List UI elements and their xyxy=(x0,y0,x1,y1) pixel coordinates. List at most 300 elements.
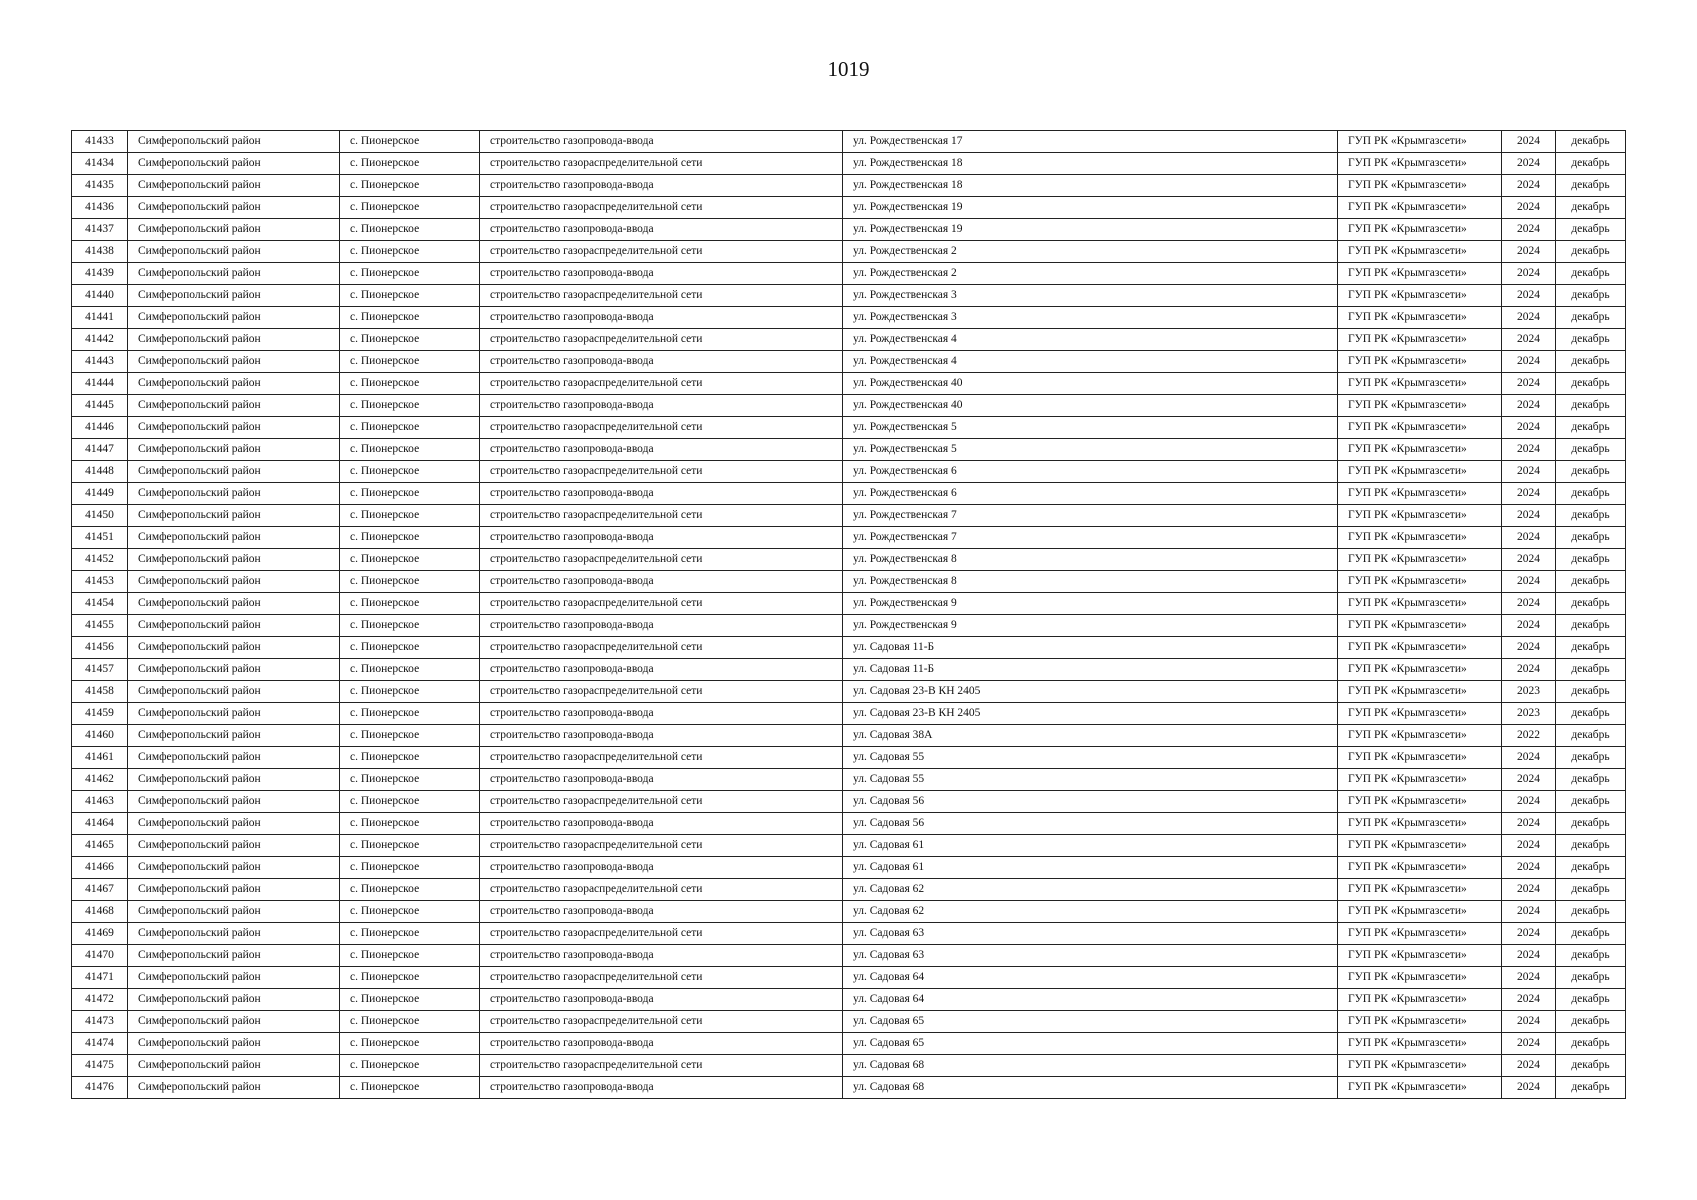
address-cell: ул. Рождественская 7 xyxy=(843,527,1338,549)
district-cell: Симферопольский район xyxy=(128,769,340,791)
work-type-cell: строительство газопровода-ввода xyxy=(480,813,843,835)
address-cell: ул. Садовая 64 xyxy=(843,989,1338,1011)
month-cell: декабрь xyxy=(1556,725,1626,747)
address-cell: ул. Рождественская 40 xyxy=(843,395,1338,417)
work-type-cell: строительство газораспределительной сети xyxy=(480,549,843,571)
month-cell: декабрь xyxy=(1556,219,1626,241)
settlement-cell: с. Пионерское xyxy=(340,175,480,197)
address-cell: ул. Садовая 62 xyxy=(843,901,1338,923)
record-number-cell: 41442 xyxy=(72,329,128,351)
organization-cell: ГУП РК «Крымгазсети» xyxy=(1338,439,1502,461)
district-cell: Симферопольский район xyxy=(128,241,340,263)
settlement-cell: с. Пионерское xyxy=(340,461,480,483)
address-cell: ул. Рождественская 18 xyxy=(843,175,1338,197)
organization-cell: ГУП РК «Крымгазсети» xyxy=(1338,615,1502,637)
district-cell: Симферопольский район xyxy=(128,901,340,923)
address-cell: ул. Садовая 64 xyxy=(843,967,1338,989)
organization-cell: ГУП РК «Крымгазсети» xyxy=(1338,637,1502,659)
work-type-cell: строительство газораспределительной сети xyxy=(480,1055,843,1077)
month-cell: декабрь xyxy=(1556,351,1626,373)
settlement-cell: с. Пионерское xyxy=(340,813,480,835)
year-cell: 2024 xyxy=(1502,197,1556,219)
record-number-cell: 41465 xyxy=(72,835,128,857)
year-cell: 2024 xyxy=(1502,835,1556,857)
year-cell: 2024 xyxy=(1502,1077,1556,1099)
month-cell: декабрь xyxy=(1556,329,1626,351)
district-cell: Симферопольский район xyxy=(128,637,340,659)
work-type-cell: строительство газопровода-ввода xyxy=(480,395,843,417)
record-number-cell: 41473 xyxy=(72,1011,128,1033)
district-cell: Симферопольский район xyxy=(128,131,340,153)
month-cell: декабрь xyxy=(1556,285,1626,307)
record-number-cell: 41455 xyxy=(72,615,128,637)
work-type-cell: строительство газораспределительной сети xyxy=(480,505,843,527)
year-cell: 2024 xyxy=(1502,153,1556,175)
district-cell: Симферопольский район xyxy=(128,263,340,285)
table-row xyxy=(72,307,1626,329)
settlement-cell: с. Пионерское xyxy=(340,791,480,813)
organization-cell: ГУП РК «Крымгазсети» xyxy=(1338,989,1502,1011)
settlement-cell: с. Пионерское xyxy=(340,1033,480,1055)
month-cell: декабрь xyxy=(1556,175,1626,197)
work-type-cell: строительство газопровода-ввода xyxy=(480,483,843,505)
settlement-cell: с. Пионерское xyxy=(340,395,480,417)
organization-cell: ГУП РК «Крымгазсети» xyxy=(1338,219,1502,241)
settlement-cell: с. Пионерское xyxy=(340,329,480,351)
address-cell: ул. Рождественская 8 xyxy=(843,571,1338,593)
month-cell: декабрь xyxy=(1556,637,1626,659)
month-cell: декабрь xyxy=(1556,615,1626,637)
record-number-cell: 41434 xyxy=(72,153,128,175)
organization-cell: ГУП РК «Крымгазсети» xyxy=(1338,263,1502,285)
table-row xyxy=(72,879,1626,901)
settlement-cell: с. Пионерское xyxy=(340,571,480,593)
record-number-cell: 41462 xyxy=(72,769,128,791)
year-cell: 2024 xyxy=(1502,241,1556,263)
district-cell: Симферопольский район xyxy=(128,747,340,769)
table-row xyxy=(72,659,1626,681)
settlement-cell: с. Пионерское xyxy=(340,285,480,307)
settlement-cell: с. Пионерское xyxy=(340,219,480,241)
settlement-cell: с. Пионерское xyxy=(340,659,480,681)
table-row xyxy=(72,1011,1626,1033)
table-row xyxy=(72,241,1626,263)
settlement-cell: с. Пионерское xyxy=(340,153,480,175)
address-cell: ул. Рождественская 19 xyxy=(843,219,1338,241)
organization-cell: ГУП РК «Крымгазсети» xyxy=(1338,307,1502,329)
year-cell: 2024 xyxy=(1502,571,1556,593)
month-cell: декабрь xyxy=(1556,461,1626,483)
table-row xyxy=(72,725,1626,747)
organization-cell: ГУП РК «Крымгазсети» xyxy=(1338,285,1502,307)
table-row xyxy=(72,923,1626,945)
organization-cell: ГУП РК «Крымгазсети» xyxy=(1338,329,1502,351)
record-number-cell: 41444 xyxy=(72,373,128,395)
work-type-cell: строительство газопровода-ввода xyxy=(480,175,843,197)
settlement-cell: с. Пионерское xyxy=(340,307,480,329)
record-number-cell: 41461 xyxy=(72,747,128,769)
year-cell: 2024 xyxy=(1502,461,1556,483)
year-cell: 2024 xyxy=(1502,483,1556,505)
month-cell: декабрь xyxy=(1556,571,1626,593)
district-cell: Симферопольский район xyxy=(128,967,340,989)
district-cell: Симферопольский район xyxy=(128,373,340,395)
district-cell: Симферопольский район xyxy=(128,1055,340,1077)
settlement-cell: с. Пионерское xyxy=(340,835,480,857)
organization-cell: ГУП РК «Крымгазсети» xyxy=(1338,681,1502,703)
month-cell: декабрь xyxy=(1556,813,1626,835)
organization-cell: ГУП РК «Крымгазсети» xyxy=(1338,395,1502,417)
work-type-cell: строительство газораспределительной сети xyxy=(480,637,843,659)
record-number-cell: 41441 xyxy=(72,307,128,329)
month-cell: декабрь xyxy=(1556,241,1626,263)
work-type-cell: строительство газораспределительной сети xyxy=(480,197,843,219)
address-cell: ул. Садовая 55 xyxy=(843,747,1338,769)
month-cell: декабрь xyxy=(1556,769,1626,791)
record-number-cell: 41468 xyxy=(72,901,128,923)
table-row xyxy=(72,791,1626,813)
work-type-cell: строительство газопровода-ввода xyxy=(480,725,843,747)
record-number-cell: 41433 xyxy=(72,131,128,153)
table-row xyxy=(72,967,1626,989)
settlement-cell: с. Пионерское xyxy=(340,593,480,615)
address-cell: ул. Садовая 68 xyxy=(843,1055,1338,1077)
record-number-cell: 41463 xyxy=(72,791,128,813)
record-number-cell: 41436 xyxy=(72,197,128,219)
work-type-cell: строительство газораспределительной сети xyxy=(480,967,843,989)
settlement-cell: с. Пионерское xyxy=(340,1011,480,1033)
organization-cell: ГУП РК «Крымгазсети» xyxy=(1338,901,1502,923)
address-cell: ул. Рождественская 3 xyxy=(843,307,1338,329)
organization-cell: ГУП РК «Крымгазсети» xyxy=(1338,1011,1502,1033)
month-cell: декабрь xyxy=(1556,989,1626,1011)
settlement-cell: с. Пионерское xyxy=(340,505,480,527)
record-number-cell: 41443 xyxy=(72,351,128,373)
organization-cell: ГУП РК «Крымгазсети» xyxy=(1338,351,1502,373)
organization-cell: ГУП РК «Крымгазсети» xyxy=(1338,549,1502,571)
address-cell: ул. Рождественская 4 xyxy=(843,329,1338,351)
month-cell: декабрь xyxy=(1556,131,1626,153)
year-cell: 2024 xyxy=(1502,329,1556,351)
month-cell: декабрь xyxy=(1556,901,1626,923)
organization-cell: ГУП РК «Крымгазсети» xyxy=(1338,923,1502,945)
address-cell: ул. Рождественская 2 xyxy=(843,241,1338,263)
record-number-cell: 41467 xyxy=(72,879,128,901)
district-cell: Симферопольский район xyxy=(128,329,340,351)
address-cell: ул. Садовая 56 xyxy=(843,813,1338,835)
table-row xyxy=(72,615,1626,637)
district-cell: Симферопольский район xyxy=(128,417,340,439)
month-cell: декабрь xyxy=(1556,659,1626,681)
address-cell: ул. Рождественская 3 xyxy=(843,285,1338,307)
record-number-cell: 41445 xyxy=(72,395,128,417)
month-cell: декабрь xyxy=(1556,1055,1626,1077)
address-cell: ул. Рождественская 6 xyxy=(843,483,1338,505)
district-cell: Симферопольский район xyxy=(128,307,340,329)
record-number-cell: 41458 xyxy=(72,681,128,703)
table-row xyxy=(72,263,1626,285)
settlement-cell: с. Пионерское xyxy=(340,131,480,153)
table-row xyxy=(72,945,1626,967)
district-cell: Симферопольский район xyxy=(128,197,340,219)
organization-cell: ГУП РК «Крымгазсети» xyxy=(1338,131,1502,153)
record-number-cell: 41471 xyxy=(72,967,128,989)
address-cell: ул. Рождественская 17 xyxy=(843,131,1338,153)
record-number-cell: 41448 xyxy=(72,461,128,483)
year-cell: 2024 xyxy=(1502,527,1556,549)
year-cell: 2024 xyxy=(1502,747,1556,769)
settlement-cell: с. Пионерское xyxy=(340,857,480,879)
month-cell: декабрь xyxy=(1556,593,1626,615)
district-cell: Симферопольский район xyxy=(128,703,340,725)
year-cell: 2023 xyxy=(1502,681,1556,703)
month-cell: декабрь xyxy=(1556,483,1626,505)
address-cell: ул. Рождественская 4 xyxy=(843,351,1338,373)
district-cell: Симферопольский район xyxy=(128,857,340,879)
work-type-cell: строительство газораспределительной сети xyxy=(480,461,843,483)
address-cell: ул. Рождественская 5 xyxy=(843,439,1338,461)
work-type-cell: строительство газораспределительной сети xyxy=(480,241,843,263)
table-row xyxy=(72,901,1626,923)
record-number-cell: 41437 xyxy=(72,219,128,241)
record-number-cell: 41474 xyxy=(72,1033,128,1055)
year-cell: 2024 xyxy=(1502,791,1556,813)
table-row xyxy=(72,593,1626,615)
year-cell: 2024 xyxy=(1502,505,1556,527)
month-cell: декабрь xyxy=(1556,417,1626,439)
work-type-cell: строительство газораспределительной сети xyxy=(480,835,843,857)
year-cell: 2024 xyxy=(1502,967,1556,989)
record-number-cell: 41440 xyxy=(72,285,128,307)
address-cell: ул. Садовая 23-В КН 2405 xyxy=(843,703,1338,725)
settlement-cell: с. Пионерское xyxy=(340,197,480,219)
table-row xyxy=(72,769,1626,791)
settlement-cell: с. Пионерское xyxy=(340,1055,480,1077)
table-row xyxy=(72,131,1626,153)
settlement-cell: с. Пионерское xyxy=(340,417,480,439)
month-cell: декабрь xyxy=(1556,527,1626,549)
record-number-cell: 41466 xyxy=(72,857,128,879)
month-cell: декабрь xyxy=(1556,857,1626,879)
month-cell: декабрь xyxy=(1556,1011,1626,1033)
work-type-cell: строительство газопровода-ввода xyxy=(480,703,843,725)
district-cell: Симферопольский район xyxy=(128,175,340,197)
month-cell: декабрь xyxy=(1556,307,1626,329)
organization-cell: ГУП РК «Крымгазсети» xyxy=(1338,791,1502,813)
organization-cell: ГУП РК «Крымгазсети» xyxy=(1338,527,1502,549)
year-cell: 2024 xyxy=(1502,395,1556,417)
organization-cell: ГУП РК «Крымгазсети» xyxy=(1338,1033,1502,1055)
month-cell: декабрь xyxy=(1556,747,1626,769)
year-cell: 2024 xyxy=(1502,351,1556,373)
work-type-cell: строительство газопровода-ввода xyxy=(480,131,843,153)
organization-cell: ГУП РК «Крымгазсети» xyxy=(1338,1077,1502,1099)
year-cell: 2024 xyxy=(1502,307,1556,329)
organization-cell: ГУП РК «Крымгазсети» xyxy=(1338,835,1502,857)
year-cell: 2024 xyxy=(1502,769,1556,791)
district-cell: Симферопольский район xyxy=(128,351,340,373)
settlement-cell: с. Пионерское xyxy=(340,373,480,395)
settlement-cell: с. Пионерское xyxy=(340,527,480,549)
address-cell: ул. Рождественская 7 xyxy=(843,505,1338,527)
work-type-cell: строительство газораспределительной сети xyxy=(480,153,843,175)
work-type-cell: строительство газопровода-ввода xyxy=(480,659,843,681)
organization-cell: ГУП РК «Крымгазсети» xyxy=(1338,703,1502,725)
organization-cell: ГУП РК «Крымгазсети» xyxy=(1338,175,1502,197)
table-row xyxy=(72,505,1626,527)
district-cell: Симферопольский район xyxy=(128,1033,340,1055)
year-cell: 2024 xyxy=(1502,219,1556,241)
district-cell: Симферопольский район xyxy=(128,923,340,945)
district-cell: Симферопольский район xyxy=(128,835,340,857)
year-cell: 2024 xyxy=(1502,615,1556,637)
settlement-cell: с. Пионерское xyxy=(340,769,480,791)
work-type-cell: строительство газораспределительной сети xyxy=(480,1011,843,1033)
record-number-cell: 41454 xyxy=(72,593,128,615)
district-cell: Симферопольский район xyxy=(128,571,340,593)
district-cell: Симферопольский район xyxy=(128,659,340,681)
district-cell: Симферопольский район xyxy=(128,549,340,571)
settlement-cell: с. Пионерское xyxy=(340,747,480,769)
table-row xyxy=(72,1033,1626,1055)
record-number-cell: 41439 xyxy=(72,263,128,285)
table-row xyxy=(72,1077,1626,1099)
work-type-cell: строительство газораспределительной сети xyxy=(480,285,843,307)
settlement-cell: с. Пионерское xyxy=(340,681,480,703)
month-cell: декабрь xyxy=(1556,505,1626,527)
settlement-cell: с. Пионерское xyxy=(340,901,480,923)
district-cell: Симферопольский район xyxy=(128,593,340,615)
year-cell: 2024 xyxy=(1502,945,1556,967)
address-cell: ул. Рождественская 6 xyxy=(843,461,1338,483)
table-row xyxy=(72,681,1626,703)
address-cell: ул. Садовая 56 xyxy=(843,791,1338,813)
record-number-cell: 41435 xyxy=(72,175,128,197)
organization-cell: ГУП РК «Крымгазсети» xyxy=(1338,725,1502,747)
settlement-cell: с. Пионерское xyxy=(340,967,480,989)
month-cell: декабрь xyxy=(1556,835,1626,857)
address-cell: ул. Рождественская 5 xyxy=(843,417,1338,439)
table-row xyxy=(72,703,1626,725)
table-row xyxy=(72,329,1626,351)
address-cell: ул. Рождественская 9 xyxy=(843,593,1338,615)
work-type-cell: строительство газораспределительной сети xyxy=(480,923,843,945)
work-type-cell: строительство газопровода-ввода xyxy=(480,571,843,593)
record-number-cell: 41446 xyxy=(72,417,128,439)
district-cell: Симферопольский район xyxy=(128,395,340,417)
organization-cell: ГУП РК «Крымгазсети» xyxy=(1338,747,1502,769)
table-row xyxy=(72,813,1626,835)
year-cell: 2024 xyxy=(1502,813,1556,835)
settlement-cell: с. Пионерское xyxy=(340,703,480,725)
settlement-cell: с. Пионерское xyxy=(340,439,480,461)
year-cell: 2024 xyxy=(1502,1011,1556,1033)
table-row xyxy=(72,285,1626,307)
table-row xyxy=(72,219,1626,241)
registry-table xyxy=(71,130,1626,1099)
district-cell: Симферопольский район xyxy=(128,219,340,241)
year-cell: 2024 xyxy=(1502,1033,1556,1055)
organization-cell: ГУП РК «Крымгазсети» xyxy=(1338,505,1502,527)
district-cell: Симферопольский район xyxy=(128,285,340,307)
year-cell: 2024 xyxy=(1502,923,1556,945)
table-row xyxy=(72,1055,1626,1077)
work-type-cell: строительство газораспределительной сети xyxy=(480,879,843,901)
year-cell: 2024 xyxy=(1502,879,1556,901)
work-type-cell: строительство газопровода-ввода xyxy=(480,901,843,923)
month-cell: декабрь xyxy=(1556,879,1626,901)
page-number: 1019 xyxy=(827,57,870,81)
record-number-cell: 41438 xyxy=(72,241,128,263)
district-cell: Симферопольский район xyxy=(128,1077,340,1099)
table-row xyxy=(72,373,1626,395)
address-cell: ул. Садовая 38А xyxy=(843,725,1338,747)
address-cell: ул. Садовая 62 xyxy=(843,879,1338,901)
address-cell: ул. Садовая 61 xyxy=(843,857,1338,879)
record-number-cell: 41470 xyxy=(72,945,128,967)
organization-cell: ГУП РК «Крымгазсети» xyxy=(1338,945,1502,967)
month-cell: декабрь xyxy=(1556,703,1626,725)
settlement-cell: с. Пионерское xyxy=(340,483,480,505)
settlement-cell: с. Пионерское xyxy=(340,351,480,373)
table-row xyxy=(72,197,1626,219)
organization-cell: ГУП РК «Крымгазсети» xyxy=(1338,967,1502,989)
district-cell: Симферопольский район xyxy=(128,483,340,505)
work-type-cell: строительство газораспределительной сети xyxy=(480,681,843,703)
address-cell: ул. Рождественская 9 xyxy=(843,615,1338,637)
work-type-cell: строительство газопровода-ввода xyxy=(480,857,843,879)
settlement-cell: с. Пионерское xyxy=(340,241,480,263)
month-cell: декабрь xyxy=(1556,791,1626,813)
table-row xyxy=(72,351,1626,373)
year-cell: 2024 xyxy=(1502,989,1556,1011)
work-type-cell: строительство газопровода-ввода xyxy=(480,351,843,373)
year-cell: 2024 xyxy=(1502,901,1556,923)
address-cell: ул. Садовая 23-В КН 2405 xyxy=(843,681,1338,703)
address-cell: ул. Садовая 61 xyxy=(843,835,1338,857)
address-cell: ул. Садовая 55 xyxy=(843,769,1338,791)
organization-cell: ГУП РК «Крымгазсети» xyxy=(1338,593,1502,615)
work-type-cell: строительство газопровода-ввода xyxy=(480,989,843,1011)
district-cell: Симферопольский район xyxy=(128,461,340,483)
year-cell: 2024 xyxy=(1502,1055,1556,1077)
year-cell: 2024 xyxy=(1502,373,1556,395)
work-type-cell: строительство газораспределительной сети xyxy=(480,373,843,395)
record-number-cell: 41451 xyxy=(72,527,128,549)
district-cell: Симферопольский район xyxy=(128,615,340,637)
work-type-cell: строительство газопровода-ввода xyxy=(480,527,843,549)
address-cell: ул. Садовая 65 xyxy=(843,1011,1338,1033)
table-row xyxy=(72,835,1626,857)
district-cell: Симферопольский район xyxy=(128,813,340,835)
address-cell: ул. Садовая 63 xyxy=(843,945,1338,967)
month-cell: декабрь xyxy=(1556,263,1626,285)
work-type-cell: строительство газопровода-ввода xyxy=(480,219,843,241)
work-type-cell: строительство газораспределительной сети xyxy=(480,329,843,351)
table-row xyxy=(72,527,1626,549)
table-row xyxy=(72,857,1626,879)
organization-cell: ГУП РК «Крымгазсети» xyxy=(1338,153,1502,175)
month-cell: декабрь xyxy=(1556,967,1626,989)
year-cell: 2024 xyxy=(1502,637,1556,659)
work-type-cell: строительство газораспределительной сети xyxy=(480,791,843,813)
record-number-cell: 41460 xyxy=(72,725,128,747)
work-type-cell: строительство газопровода-ввода xyxy=(480,615,843,637)
district-cell: Симферопольский район xyxy=(128,527,340,549)
district-cell: Симферопольский район xyxy=(128,945,340,967)
settlement-cell: с. Пионерское xyxy=(340,1077,480,1099)
district-cell: Симферопольский район xyxy=(128,439,340,461)
